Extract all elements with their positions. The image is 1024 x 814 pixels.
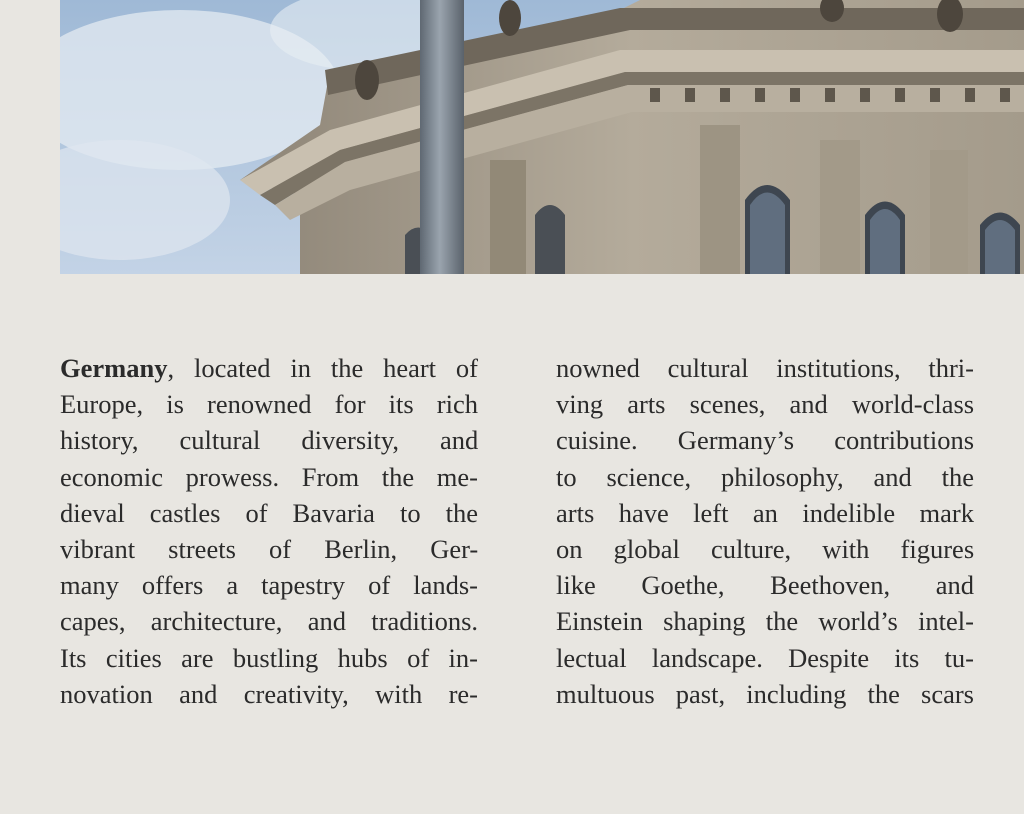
reichstag-photo [60, 0, 1024, 274]
text-line: lectual landscape. Despite its tu- [556, 642, 974, 673]
article-column-right [556, 350, 974, 712]
text-line: novation and creativity, with re- [60, 678, 478, 709]
text-line: nowned cultural institutions, thri- [556, 353, 974, 383]
text-line: cuisine. Germany’s contributions [556, 425, 975, 456]
text-line: to science, philosophy, and the [556, 461, 975, 492]
text-line: history, cultural diversity, and [60, 425, 479, 456]
text-line: many offers a tapestry of lands- [60, 570, 478, 601]
text-line: like Goethe, Beethoven, and [556, 570, 974, 601]
text-line: economic prowess. From the me- [60, 461, 478, 492]
text-line: Its cities are bustling hubs of in- [60, 642, 478, 673]
text-line: vibrant streets of Berlin, Ger- [60, 534, 479, 565]
lead-word: Germany [60, 353, 168, 383]
text-line: capes, architecture, and traditions. [60, 606, 479, 637]
text-line: multuous past, including the scars [556, 678, 974, 709]
text-line: on global culture, with figures [556, 534, 975, 565]
text-line: Germany, located in the heart of [60, 353, 478, 383]
text-line: Europe, is renowned for its rich [60, 389, 478, 420]
article-column-left [60, 350, 478, 712]
text-line: Einstein shaping the world’s intel- [556, 606, 974, 637]
text-line: ving arts scenes, and world-class [556, 389, 975, 420]
text-line: arts have left an indelible mark [556, 497, 974, 528]
header-photo [60, 0, 1024, 274]
text-line: dieval castles of Bavaria to the [60, 497, 478, 528]
